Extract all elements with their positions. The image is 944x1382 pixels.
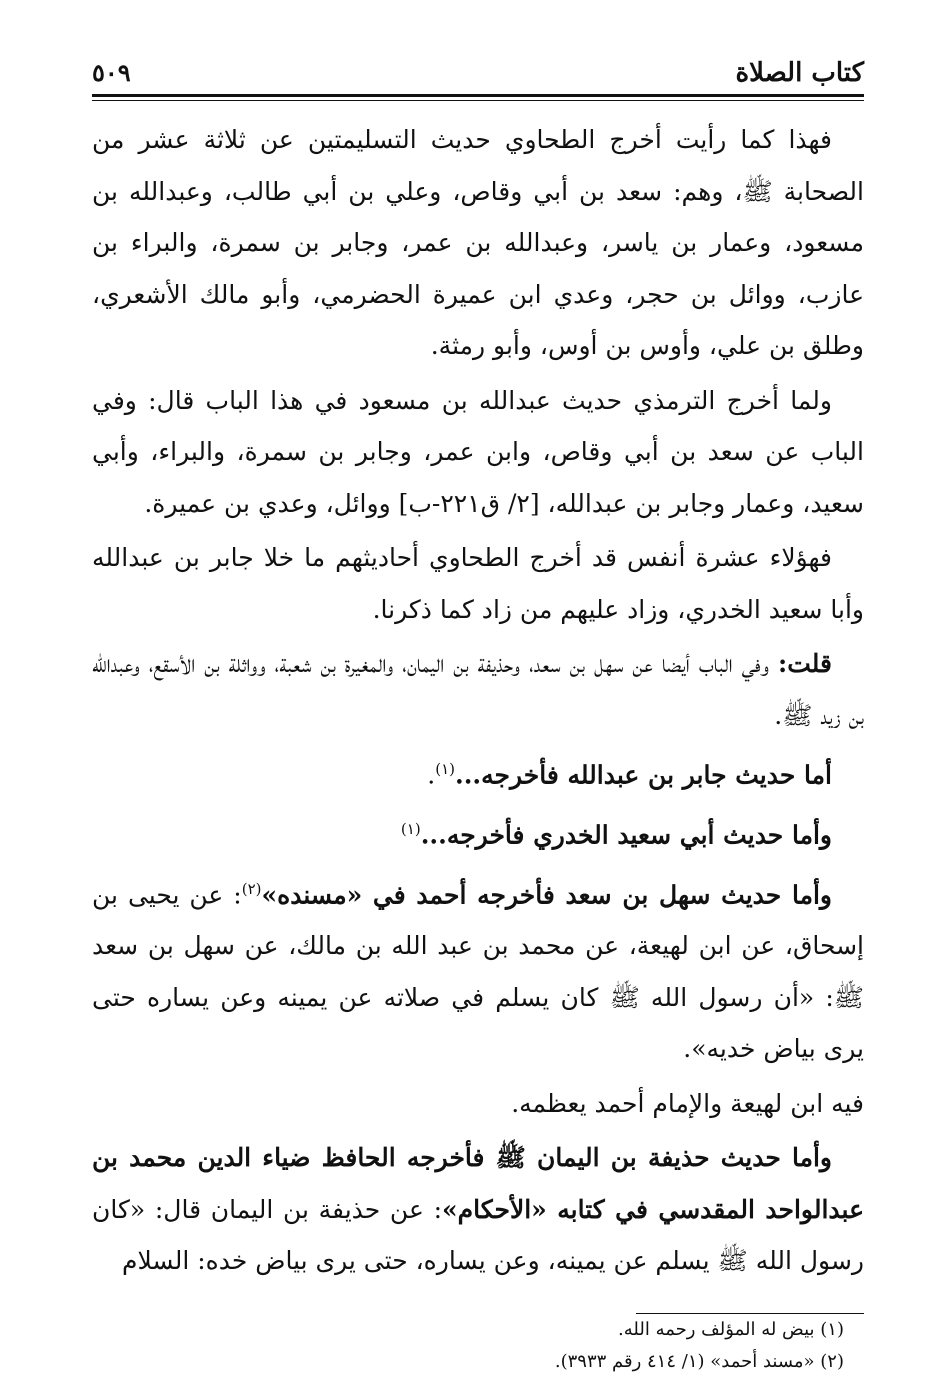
- paragraph: [92, 804, 864, 861]
- footnote: (٢) «مسند أحمد» (١/ ٤١٤ رقم ٣٩٣٣).: [554, 1350, 844, 1372]
- footnote: (١) بيض له المؤلف رحمه الله.: [618, 1318, 844, 1340]
- page-body: [92, 114, 864, 1287]
- paragraph: [92, 375, 864, 530]
- paragraph-bold: وأما حديث حذيفة بن اليمان ﷺ فأخرجه الحافظ ضياء الدين محمد بن عبدالواحد المقدسي في كتابه «الأحكام»: [92, 1143, 864, 1224]
- paragraph: [92, 638, 864, 741]
- paragraph-text: فيه ابن لهيعة والإمام أحمد يعظمه.: [511, 1088, 864, 1118]
- paragraph-text: فهذا كما رأيت أخرج الطحاوي حديث التسليمتين عن ثلاثة عشر من الصحابة ﷺ، وهم: سعد بن أبي وقاص، وعلي بن أبي طالب، وعبدالله بن مسعود، وعمار بن ياسر، وعبدالله بن عمر، وجابر بن سمرة، والبراء بن عازب، ووائل بن حجر، وعدي ابن عميرة الحضرمي، وأبو مالك الأشعري، وطلق بن علي، وأوس بن أوس، وأبو رمثة.: [92, 125, 864, 360]
- page-number: ٥٠٩: [92, 58, 131, 87]
- paragraph: [92, 1132, 864, 1287]
- paragraph-bold: وأما حديث سهل بن سعد فأخرجه أحمد في «مسنده»: [261, 879, 832, 909]
- chapter-title: كتاب الصلاة: [735, 58, 864, 88]
- paragraph-lead: قلت:: [777, 649, 832, 678]
- header-rule-thick: [92, 94, 864, 97]
- paragraph-text: ولما أخرج الترمذي حديث عبدالله بن مسعود في هذا الباب قال: وفي الباب عن سعد بن أبي وقاص، وابن عمر، وجابر بن سمرة، والبراء، وأبي سعيد، وعمار وجابر بن عبدالله، [٢/ ق٢٢١-ب] ووائل، وعدي بن عميرة.: [92, 385, 864, 518]
- paragraph-tail: .: [427, 760, 436, 790]
- paragraph-text: : عن حذيفة بن اليمان قال: «كان رسول الله ﷺ يسلم عن يمينه، وعن يساره، حتى يرى بياض خده: السلام: [92, 1194, 864, 1276]
- footnote-ref: (٢): [241, 879, 262, 898]
- footnote-ref: (١): [400, 819, 421, 838]
- paragraph: [92, 114, 864, 372]
- paragraph: [92, 1078, 864, 1130]
- paragraph-text: : عن يحيى بن إسحاق، عن ابن لهيعة، عن محمد بن عبد الله بن مالك، عن سهل بن سعد ﷺ: «أن رسول الله ﷺ كان يسلم في صلاته عن يمينه وعن يساره حتى يرى بياض خديه».: [92, 879, 864, 1064]
- footnote-ref: (١): [435, 760, 456, 778]
- header-rule-thin: [92, 100, 864, 101]
- footnotes: [92, 1314, 864, 1378]
- paragraph-bold: أما حديث جابر بن عبدالله فأخرجه...: [455, 760, 832, 790]
- paragraph-bold: وأما حديث أبي سعيد الخدري فأخرجه...: [420, 820, 832, 850]
- paragraph: [92, 864, 864, 1075]
- paragraph-text: فهؤلاء عشرة أنفس قد أخرج الطحاوي أحاديثهم ما خلا جابر بن عبدالله وأبا سعيد الخدري، وزاد عليهم من زاد كما ذكرنا.: [92, 543, 864, 624]
- paragraph: [92, 744, 864, 801]
- paragraph-text: وفي الباب أيضا عن سهل بن سعد، وحذيفة بن اليمان، والمغيرة بن شعبة، وواثلة بن الأسقع، وعبدالله بن زيد ﷺ.: [92, 649, 864, 730]
- paragraph: [92, 532, 864, 635]
- page-header: [92, 50, 864, 96]
- book-page: [92, 50, 864, 1378]
